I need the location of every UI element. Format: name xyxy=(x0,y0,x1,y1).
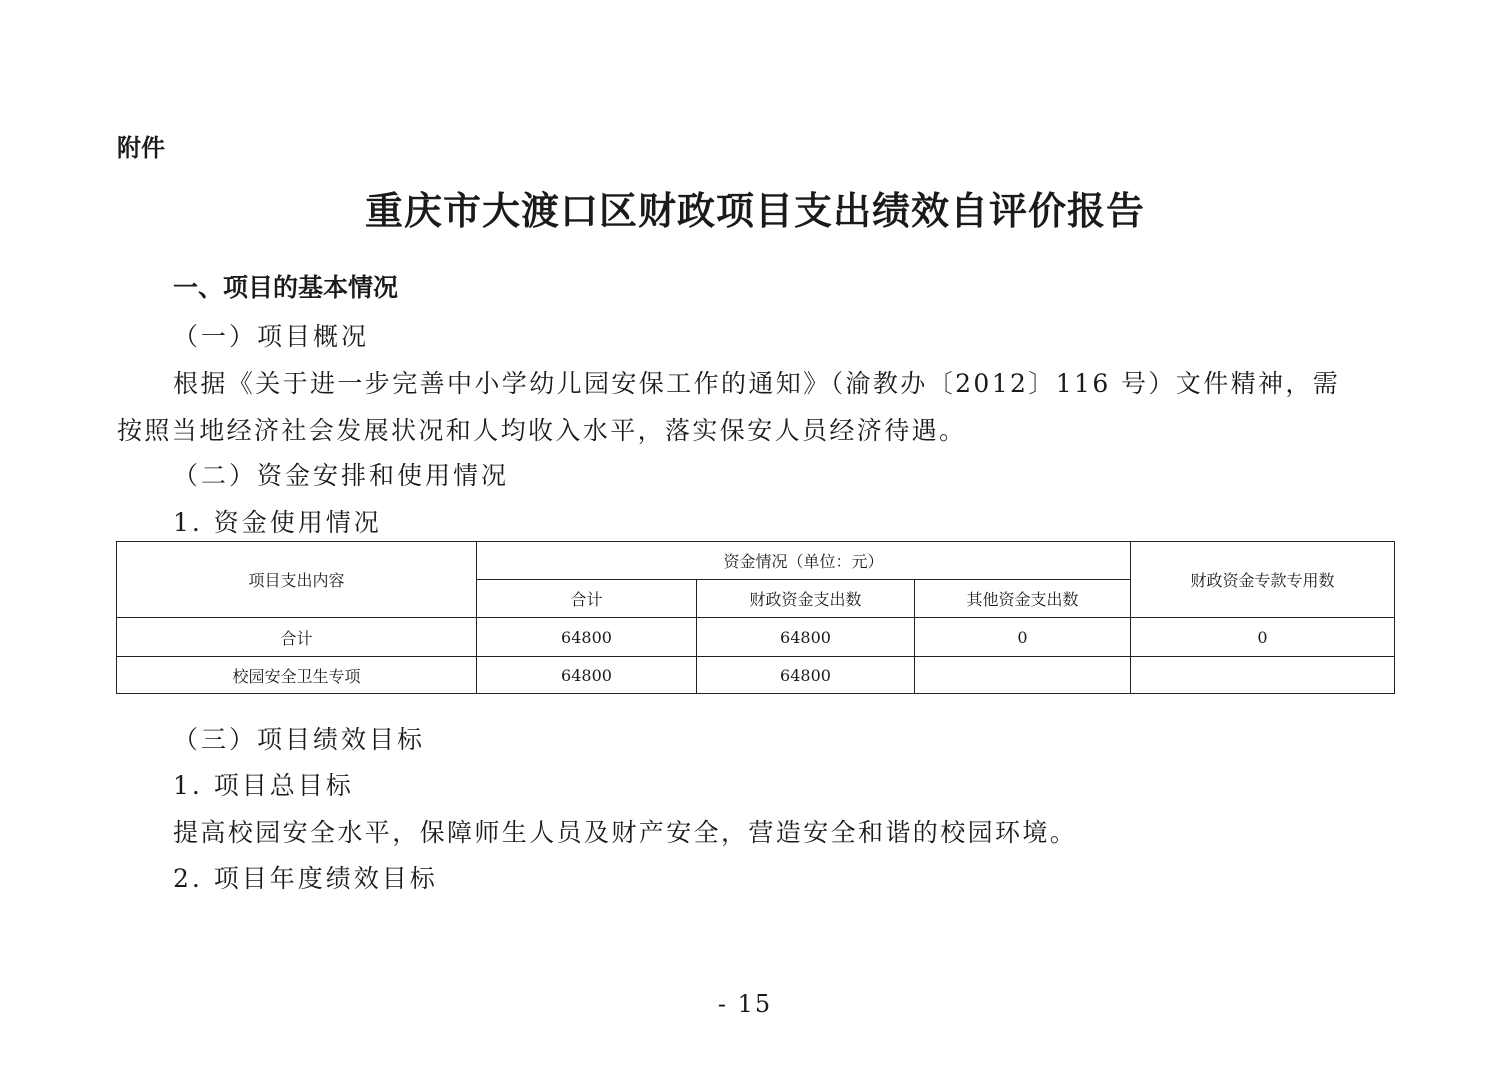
header-other: 其他资金支出数 xyxy=(915,580,1131,618)
header-content: 项目支出内容 xyxy=(117,542,477,618)
subsection-heading-funds: （二）资金安排和使用情况 xyxy=(173,461,510,490)
page-title: 重庆市大渡口区财政项目支出绩效自评价报告 xyxy=(364,189,1145,233)
overall-goal-item: 1. 项目总目标 xyxy=(173,771,354,800)
table-row xyxy=(117,618,1395,657)
cell-content: 合计 xyxy=(117,618,477,657)
cell-content: 校园安全卫生专项 xyxy=(117,657,477,694)
attachment-label: 附件 xyxy=(117,134,165,162)
annual-goal-item: 2. 项目年度绩效目标 xyxy=(173,864,438,893)
funds-usage-item: 1. 资金使用情况 xyxy=(173,508,382,537)
header-fiscal: 财政资金支出数 xyxy=(697,580,915,618)
table-row xyxy=(117,657,1395,694)
overview-paragraph-line-2: 按照当地经济社会发展状况和人均收入水平，落实保安人员经济待遇。 xyxy=(117,416,967,445)
cell-other xyxy=(915,657,1131,694)
header-funds-group: 资金情况（单位：元） xyxy=(477,542,1131,580)
overall-goal-text: 提高校园安全水平，保障师生人员及财产安全，营造安全和谐的校园环境。 xyxy=(173,818,1078,847)
page-number: - 15 xyxy=(717,990,773,1018)
cell-fiscal: 64800 xyxy=(697,618,915,657)
header-total: 合计 xyxy=(477,580,697,618)
overview-paragraph-line-1: 根据《关于进一步完善中小学幼儿园安保工作的通知》（渝教办〔2012〕116 号）文件精神，需 xyxy=(173,369,1341,398)
cell-other: 0 xyxy=(915,618,1131,657)
cell-special xyxy=(1131,657,1395,694)
header-special: 财政资金专款专用数 xyxy=(1131,542,1395,618)
cell-special: 0 xyxy=(1131,618,1395,657)
section-heading-basic-info: 一、项目的基本情况 xyxy=(173,273,399,302)
cell-total: 64800 xyxy=(477,657,697,694)
cell-fiscal: 64800 xyxy=(697,657,915,694)
subsection-heading-goals: （三）项目绩效目标 xyxy=(173,725,426,754)
funds-table xyxy=(116,541,1395,694)
cell-total: 64800 xyxy=(477,618,697,657)
subsection-heading-overview: （一）项目概况 xyxy=(173,322,370,351)
